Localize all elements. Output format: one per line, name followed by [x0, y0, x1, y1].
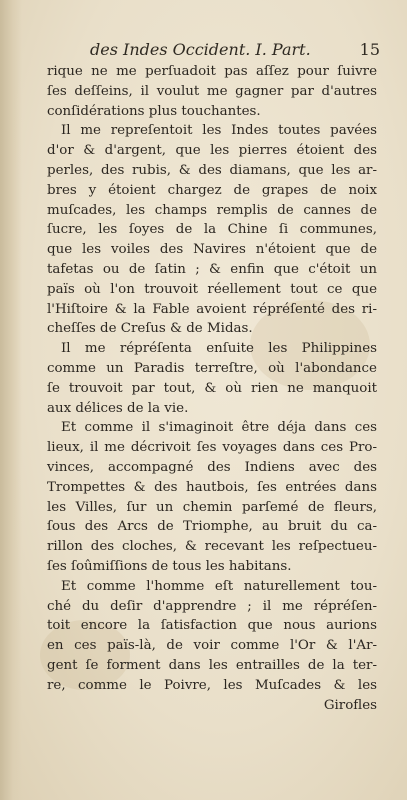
text-line: ſucre, les ſoyes de la Chine ſi communes, [47, 222, 377, 238]
text-line: perles, des rubis, & des diamans, que les ar- [47, 162, 377, 178]
text-line: en ces païs-là, de voir comme l'Or & l'Ar- [47, 638, 377, 654]
text-line: comme un Paradis terreſtre, où l'abondance [47, 360, 377, 376]
text-line: Et comme il s'imaginoit être déja dans ces [61, 420, 377, 436]
running-title: des Indes Occident. I. Part. [90, 40, 311, 59]
text-line: cheſſes de Creſus & de Midas. [47, 321, 253, 337]
text-line: ſes ſoûmiſſions de tous les habitans. [47, 558, 292, 574]
text-line: ſous des Arcs de Triomphe, au bruit du ca- [47, 519, 377, 535]
text-line: ſes deſſeins, il voulut me gagner par d'autres [47, 83, 377, 99]
text-line: Trompettes & des hautbois, ſes entrées dans [47, 479, 377, 495]
text-line: vinces, accompagné des Indiens avec des [47, 459, 377, 475]
text-line: conſidérations plus touchantes. [47, 103, 261, 119]
page-gutter-shadow [0, 0, 22, 800]
text-line: toit encore la ſatisfaction que nous aurions [47, 618, 377, 634]
text-line: rique ne me perſuadoit pas aſſez pour ſuivre [47, 64, 377, 79]
body-text [47, 62, 377, 715]
text-line: Il me repreſentoit les Indes toutes pavées [61, 123, 377, 139]
text-line: ché du deſir d'apprendre ; il me répréſen- [47, 598, 377, 614]
text-line: d'or & d'argent, que les pierres étoient des [47, 143, 377, 159]
text-line: l'Hiſtoire & la Fable avoient répréſenté des ri- [47, 301, 377, 317]
page-header [62, 40, 380, 64]
text-line: rillon des cloches, & recevant les reſpectueu- [47, 539, 377, 555]
text-line: gent ſe forment dans les entrailles de la ter- [47, 657, 377, 673]
text-line: païs où l'on trouvoit réellement tout ce que [47, 281, 377, 297]
text-line: ſe trouvoit par tout, & où rien ne manquoit [47, 380, 377, 396]
text-line: muſcades, les champs remplis de cannes de [47, 202, 377, 218]
text-line: bres y étoient chargez de grapes de noix [47, 182, 377, 198]
text-line: lieux, il me décrivoit ſes voyages dans ces Pro- [47, 440, 377, 456]
text-line: Et comme l'homme eſt naturellement tou- [61, 578, 377, 594]
page-number: 15 [359, 40, 380, 59]
text-line: aux délices de la vie. [47, 400, 189, 416]
text-line: tafetas ou de ſatin ; & enfin que c'étoit un [47, 261, 377, 277]
text-line: Il me répréſenta enſuite les Philippines [61, 341, 377, 357]
text-line: que les voiles des Navires n'étoient que de [47, 242, 377, 258]
text-line: re, comme le Poivre, les Muſcades & les [47, 677, 377, 693]
catchword: Girofles [323, 697, 377, 713]
text-line: les Villes, ſur un chemin parſemé de fleurs, [47, 499, 377, 515]
